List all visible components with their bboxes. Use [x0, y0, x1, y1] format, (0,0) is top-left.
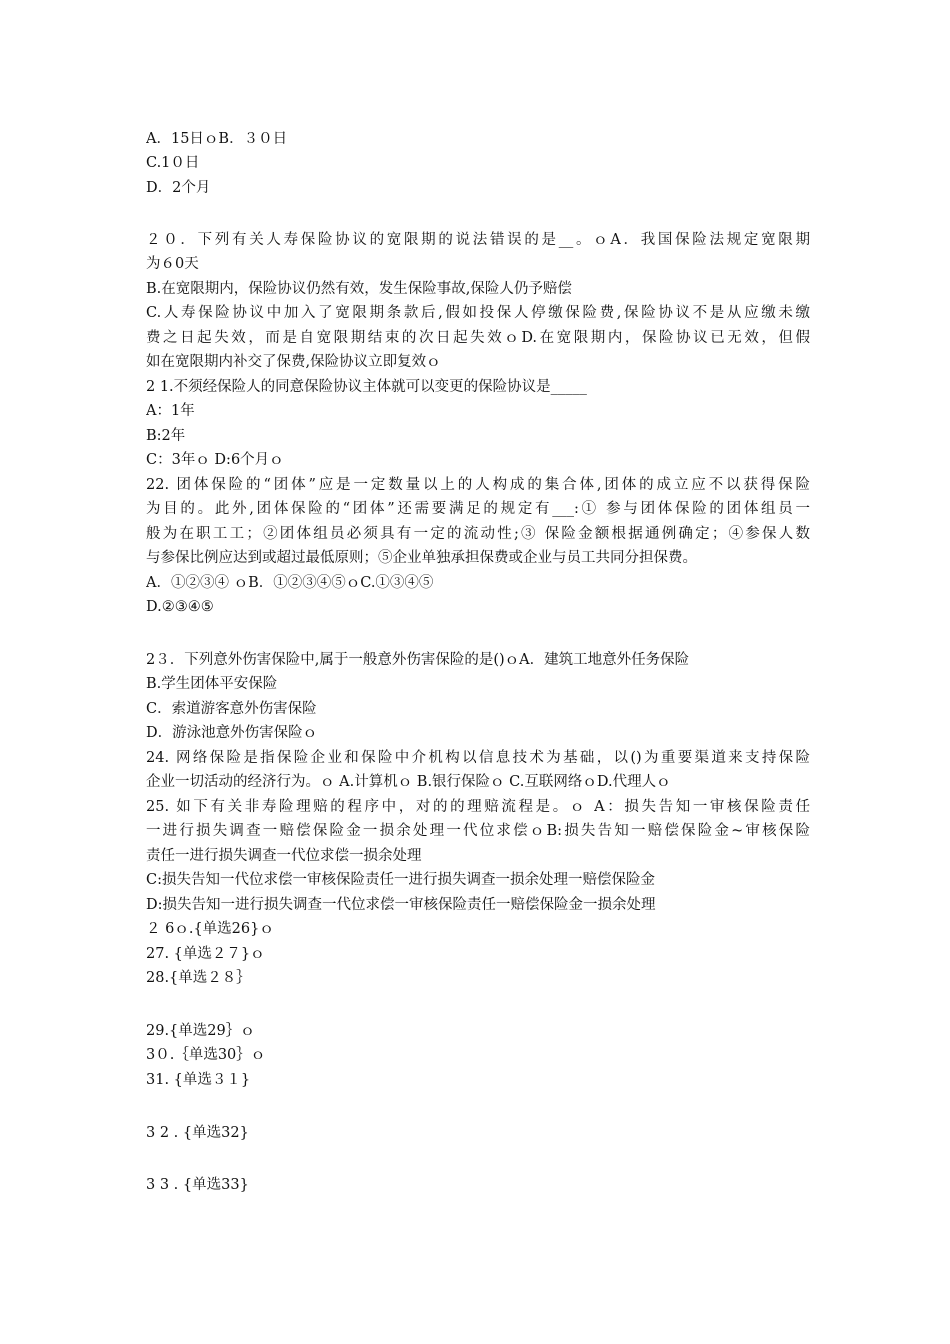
placeholder-question: 27. {单选２７}ｏ	[146, 946, 265, 962]
option-line: A．15日ｏB．３０日	[146, 131, 288, 147]
option-line: B.在宽限期内，保险协议仍然有效，发生保险事故,保险人仍予赔偿	[146, 281, 572, 297]
option-line: A：1年	[146, 403, 195, 419]
option-line: C：3年ｏ D:6个月ｏ	[146, 452, 284, 468]
placeholder-question: 28.{单选２８｝	[146, 970, 251, 986]
option-line: A．①②③④ ｏB．①②③④⑤ｏC.①③④⑤	[146, 575, 434, 591]
question-20: ２０．下列有关人寿保险协议的宽限期的说法错误的是__。ｏA．我国保险法规定宽限期	[146, 232, 810, 248]
question-24: 24. 网络保险是指保险企业和保险中介机构以信息技术为基础，以()为重要渠道来支持保险	[146, 750, 810, 766]
option-line: C.1０日	[146, 155, 200, 171]
option-line: D:损失告知一进行损失调查一代位求偿一审核保险责任一赔偿保险金一损余处理	[146, 897, 656, 913]
question-25: 25. 如下有关非寿险理赔的程序中，对的的理赔流程是。ｏ A：损失告知一审核保险责任	[146, 799, 810, 815]
option-line: C．索道游客意外伤害保险	[146, 701, 317, 717]
option-line: 费之日起失效，而是自宽限期结束的次日起失效ｏD.在宽限期内，保险协议已无效，但假	[146, 330, 810, 346]
question-text-line: 与参保比例应达到或超过最低原则；⑤企业单独承担保费或企业与员工共同分担保费。	[146, 550, 697, 566]
option-line: D．2个月	[146, 180, 211, 196]
question-text-line: 责任一进行损失调查一代位求偿一损余处理	[146, 848, 422, 864]
placeholder-question: 3 2 . {单选32}	[146, 1125, 249, 1141]
option-line: 如在宽限期内补交了保费,保险协议立即复效ｏ	[146, 354, 441, 370]
question-22: 22. 团体保险的“团体”应是一定数量以上的人构成的集合体,团体的成立应不以获得保险	[146, 477, 810, 493]
placeholder-question: 3０.｛单选30｝ｏ	[146, 1047, 266, 1063]
placeholder-question: 31. {单选３１}	[146, 1072, 251, 1088]
option-line: D．游泳池意外伤害保险ｏ	[146, 725, 318, 741]
question-text-line: 一进行损失调查一赔偿保险金一损余处理一代位求偿ｏB:损失告知一赔偿保险金~审核保险	[146, 823, 810, 839]
option-line: B.学生团体平安保险	[146, 676, 278, 692]
option-line: D.②③④⑤	[146, 599, 214, 615]
placeholder-question: ２ 6ｏ.{单选26}ｏ	[146, 921, 274, 937]
placeholder-question: 29.{单选29｝ｏ	[146, 1023, 255, 1039]
placeholder-question: 3 3 . {单选33}	[146, 1177, 249, 1193]
question-text-line: 般为在职工工；②团体组员必须具有一定的流动性;③ 保险金额根据通例确定；④参保人数	[146, 526, 810, 542]
option-line: C.人寿保险协议中加入了宽限期条款后,假如投保人停缴保险费,保险协议不是从应缴未缴	[146, 305, 810, 321]
option-line: 企业一切活动的经济行为。ｏ A.计算机ｏ B.银行保险ｏ C.互联网络ｏD.代理人ｏ	[146, 774, 671, 790]
question-21: 2 1.不须经保险人的同意保险协议主体就可以变更的保险协议是_____	[146, 379, 587, 395]
option-line: B:2年	[146, 428, 186, 444]
question-text-line: 为目的。此外,团体保险的“团体”还需要满足的规定有___:① 参与团体保险的团体组员一	[146, 501, 810, 517]
question-23: 2３．下列意外伤害保险中,属于一般意外伤害保险的是()ｏA．建筑工地意外任务保险	[146, 652, 690, 668]
question-text-line: 为６0天	[146, 256, 199, 272]
option-line: C:损失告知一代位求偿一审核保险责任一进行损失调查一损余处理一赔偿保险金	[146, 872, 655, 888]
